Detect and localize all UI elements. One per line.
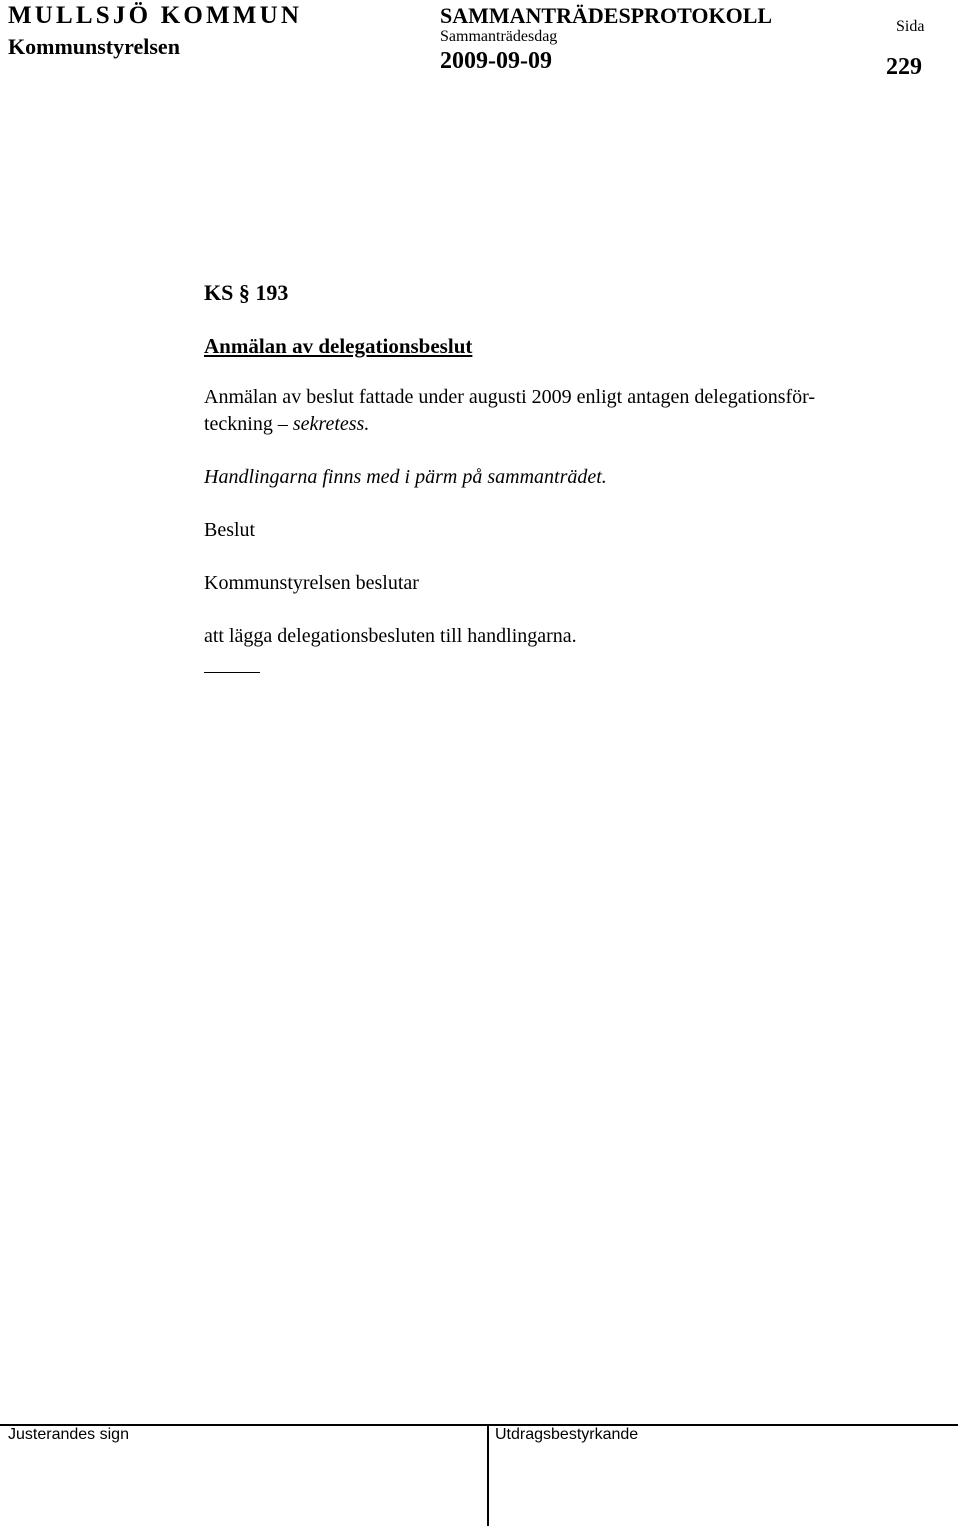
section-end-rule [204,672,260,673]
footer-divider [0,1424,958,1426]
decision-heading: Beslut [204,519,256,541]
decision-text: att lägga delegationsbesluten till handlingarna. [204,625,577,647]
meeting-date: 2009-09-09 [440,48,552,74]
footer-signature-label: Justerandes sign [8,1426,129,1443]
page-label: Sida [896,18,925,35]
section-title: Anmälan av delegationsbeslut [204,334,473,358]
paragraph-1-line-1: Anmälan av beslut fattade under augusti 2009 enligt antagen delegationsför- [204,386,816,408]
footer-certification-label: Utdragsbestyrkande [495,1426,639,1443]
page-number: 229 [886,54,922,80]
footer-column-divider [487,1424,489,1526]
meeting-date-label: Sammanträdesdag [440,28,558,45]
paragraph-1-line-2-italic: sekretess. [292,413,370,435]
organization-name: MULLSJÖ KOMMUN [8,2,303,29]
document-type: SAMMANTRÄDESPROTOKOLL [440,3,773,28]
section-id: KS § 193 [204,280,289,305]
decision-intro: Kommunstyrelsen beslutar [204,572,419,594]
paragraph-1-line-2-plain: teckning – [204,413,293,435]
paragraph-2: Handlingarna finns med i pärm på sammanträdet. [204,466,607,488]
committee-name: Kommunstyrelsen [8,34,180,59]
paragraph-1-line-2 [204,413,369,436]
